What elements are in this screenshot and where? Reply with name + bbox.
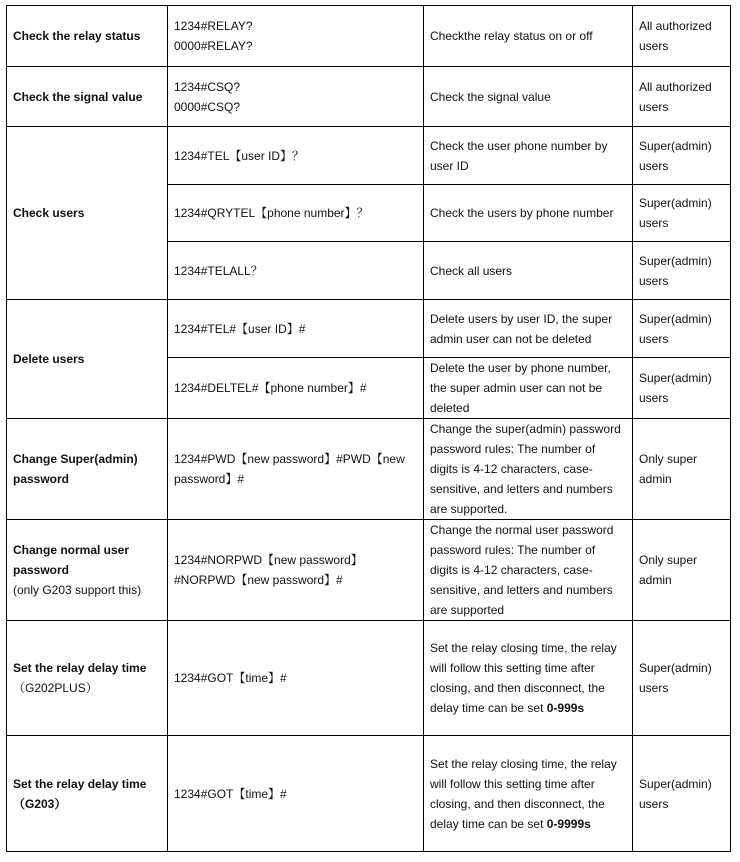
function-cell: [7, 621, 168, 736]
description-cell: [424, 621, 633, 736]
command-cell: 1234#TELALL？: [168, 242, 424, 300]
command-cell: 1234#TEL【user ID】？: [168, 127, 424, 185]
function-note: （G203）: [13, 796, 67, 811]
function-cell: [7, 736, 168, 852]
permission-cell: Super(admin) users: [633, 242, 731, 300]
command-line: #NORPWD【new password】#: [174, 573, 343, 587]
permission-cell: Only super admin: [633, 520, 731, 621]
function-cell: Check users: [7, 127, 168, 300]
command-cell: [168, 67, 424, 127]
permission-cell: All authorized users: [633, 6, 731, 67]
function-label: Set the relay delay time: [13, 661, 147, 675]
permission-cell: Super(admin) users: [633, 736, 731, 852]
description-cell: Checkthe relay status on or off: [424, 6, 633, 67]
function-cell: Delete users: [7, 300, 168, 419]
permission-cell: Super(admin) users: [633, 185, 731, 242]
permission-cell: All authorized users: [633, 67, 731, 127]
function-note: (only G203 support this): [13, 583, 142, 597]
description-cell: Check the user phone number by user ID: [424, 127, 633, 185]
permission-cell: Super(admin) users: [633, 621, 731, 736]
table-row: [7, 520, 731, 621]
description-cell: Change the super(admin) password password rules: The number of digits is 4-12 characters, case-sensitive, and letters and numbers are supported.: [424, 419, 633, 520]
description-cell: Delete users by user ID, the super admin user can not be deleted: [424, 300, 633, 358]
function-note: （G202PLUS）: [13, 681, 98, 695]
description-cell: Change the normal user password password rules: The number of digits is 4-12 characters, case-sensitive, and letters and numbers are supported: [424, 520, 633, 621]
table-row: [7, 736, 731, 852]
function-cell: Change Super(admin) password: [7, 419, 168, 520]
command-cell: 1234#TEL#【user ID】#: [168, 300, 424, 358]
command-cell: 1234#GOT【time】#: [168, 621, 424, 736]
description-text: Set the relay closing time, the relay will follow this setting time after closing, and then disconnect, the delay time can be set: [430, 756, 617, 831]
description-cell: Check all users: [424, 242, 633, 300]
permission-cell: Only super admin: [633, 419, 731, 520]
command-line: 0000#RELAY?: [174, 39, 253, 53]
table-row: [7, 67, 731, 127]
command-line: 0000#CSQ?: [174, 99, 241, 114]
command-cell: 1234#PWD【new password】#PWD【new password】#: [168, 419, 424, 520]
function-label: Set the relay delay time: [13, 776, 147, 791]
function-cell: Check the relay status: [7, 6, 168, 67]
permission-cell: Super(admin) users: [633, 127, 731, 185]
table-row: [7, 6, 731, 67]
sms-command-table: [6, 5, 731, 852]
description-cell: Delete the user by phone number, the super admin user can not be deleted: [424, 358, 633, 419]
command-cell: [168, 6, 424, 67]
command-line: 1234#NORPWD【new password】: [174, 553, 363, 567]
function-cell: Check the signal value: [7, 67, 168, 127]
description-cell: Check the users by phone number: [424, 185, 633, 242]
function-cell: [7, 520, 168, 621]
command-line: 1234#RELAY?: [174, 19, 253, 33]
table-row: [7, 300, 731, 358]
description-cell: [424, 736, 633, 852]
table-row: [7, 621, 731, 736]
command-cell: [168, 520, 424, 621]
permission-cell: Super(admin) users: [633, 358, 731, 419]
delay-range: 0-9999s: [546, 816, 591, 831]
permission-cell: Super(admin) users: [633, 300, 731, 358]
table-row: [7, 419, 731, 520]
command-cell: 1234#QRYTEL【phone number】？: [168, 185, 424, 242]
command-cell: 1234#DELTEL#【phone number】#: [168, 358, 424, 419]
function-label: Change normal user password: [13, 543, 130, 577]
description-text: Set the relay closing time, the relay will follow this setting time after closing, and then disconnect, the delay time can be set: [430, 641, 617, 715]
table-row: [7, 127, 731, 185]
command-cell: 1234#GOT【time】#: [168, 736, 424, 852]
delay-range: 0-999s: [546, 701, 585, 715]
description-cell: Check the signal value: [424, 67, 633, 127]
command-line: 1234#CSQ?: [174, 79, 241, 94]
